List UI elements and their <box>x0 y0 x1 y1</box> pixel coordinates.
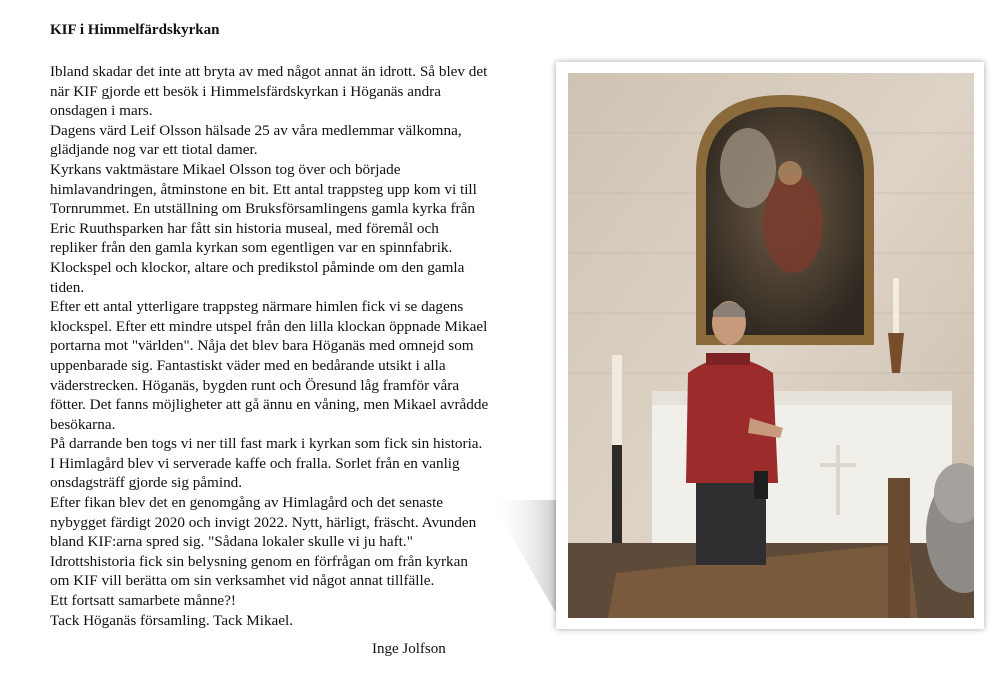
candle-right <box>893 278 899 333</box>
candle-left <box>612 355 622 445</box>
church-photo <box>568 73 974 618</box>
body-line: Klockspel och klockor, altare och predikstol påminde om den gamla <box>50 258 465 276</box>
body-line: himlavandringen, åtminstone en bit. Ett antal trappsteg upp kom vi till <box>50 180 477 198</box>
body-line: onsdagsträff gjorde sig påmind. <box>50 474 243 492</box>
body-line: när KIF gjorde ett besök i Himmelsfärdskyrkan i Höganäs andra <box>50 82 441 100</box>
author-signature: Inge Jolfson <box>372 641 446 657</box>
body-line: Kyrkans vaktmästare Mikael Olsson tog över och började <box>50 160 401 178</box>
article-title: KIF i Himmelfärdskyrkan <box>50 22 220 38</box>
body-line: repliker från den gamla kyrkan som egentligen var en spinnfabrik. <box>50 239 453 257</box>
body-line: Idrottshistoria fick sin belysning genom en förfrågan om från kyrkan <box>50 552 468 570</box>
body-line: nybygget färdigt 2020 och invigt 2022. Nytt, härligt, fräscht. Avunden <box>50 513 477 531</box>
body-line: portarna mot "världen". Nåja det blev bara Höganäs med omnejd som <box>50 337 474 355</box>
body-line: bland KIF:arna spred sig. "Sådana lokaler skulle vi ju haft." <box>50 533 413 551</box>
body-line: Tack Höganäs församling. Tack Mikael. <box>50 611 294 629</box>
body-line: På darrande ben togs vi ner till fast mark i kyrkan som fick sin historia. <box>50 435 483 453</box>
body-line: om KIF vill berätta om sin verksamhet vid något annat tillfälle. <box>50 572 435 590</box>
body-line: Ibland skadar det inte att bryta av med något annat än idrott. Så blev det <box>50 63 488 80</box>
body-line: besökarna. <box>50 415 116 433</box>
body-line: tiden. <box>50 278 85 296</box>
body-line: onsdagen i mars. <box>50 102 153 120</box>
body-line: klockspel. Efter ett mindre utspel från den lilla klockan öppnade Mikael <box>50 317 488 335</box>
body-line: uppenbarade sig. Fantastiskt väder med en bedårande utsikt i alla <box>50 356 446 374</box>
body-line: Ett fortsatt samarbete månne?! <box>50 592 236 610</box>
body-line: glädjande nog var ett tiotal damer. <box>50 141 258 159</box>
body-line: Efter fikan blev det en genomgång av Himlagård och det senaste <box>50 494 444 512</box>
body-line: Eric Ruuthsparken har fått sin historia museal, med föremål och <box>50 219 439 237</box>
body-line: Tornrummet. En utställning om Bruksförsamlingens gamla kyrka från <box>50 200 475 218</box>
body-line: fötter. Det fanns möjligheter att gå ännu en våning, men Mikael avrådde <box>50 396 489 414</box>
body-line: Efter ett antal ytterligare trappsteg närmare himlen fick vi se dagens <box>50 298 464 316</box>
body-line: Dagens värd Leif Olsson hälsade 25 av våra medlemmar välkomna, <box>50 121 462 139</box>
body-line: väderstrecken. Höganäs, bygden runt och Öresund låg framför våra <box>50 376 460 394</box>
body-line: I Himlagård blev vi serverade kaffe och fralla. Sorlet från en vanlig <box>50 454 460 472</box>
